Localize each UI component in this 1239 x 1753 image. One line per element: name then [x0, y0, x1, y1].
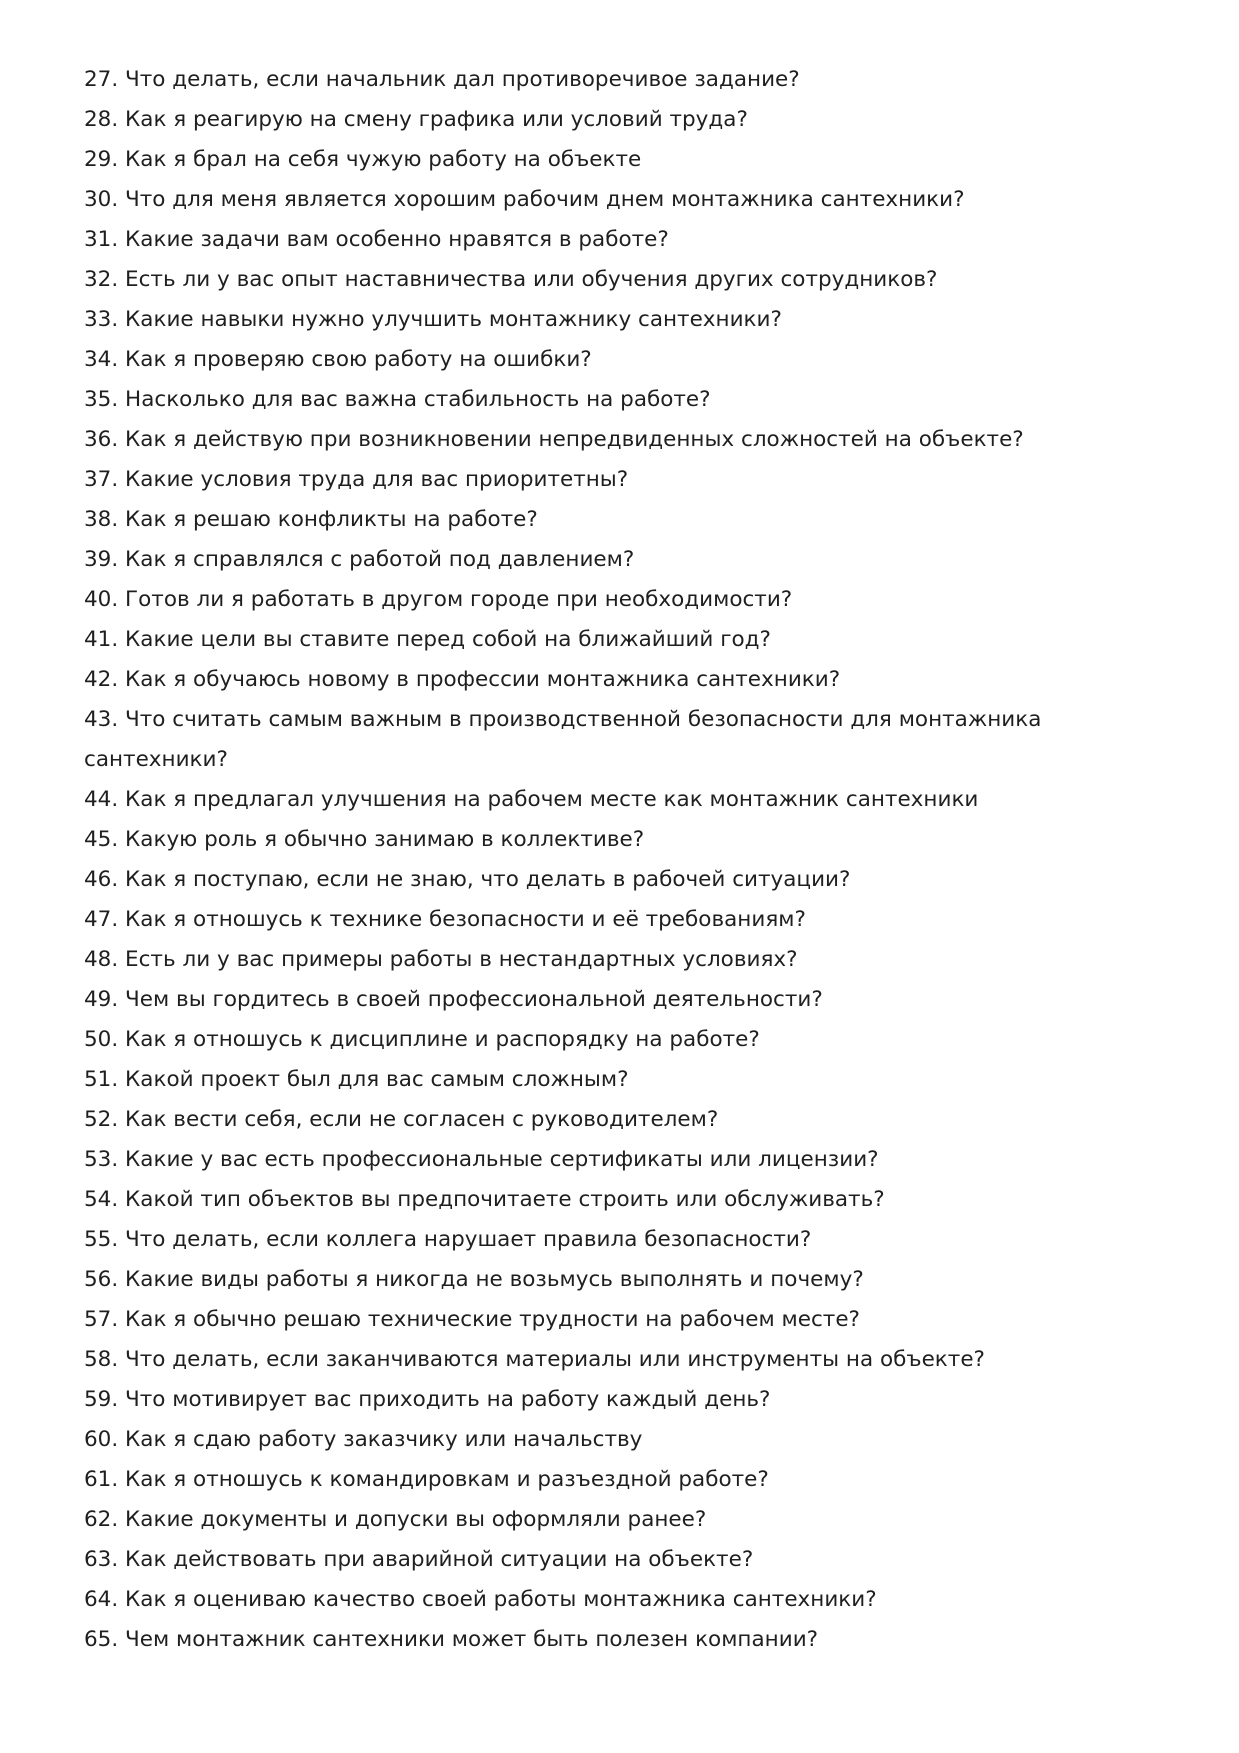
question-item	[84, 780, 1164, 820]
question-number: 30 .	[84, 187, 125, 212]
question-text: Как я отношусь к технике безопасности и её требованиям?	[125, 907, 806, 932]
question-item	[84, 660, 1164, 700]
question-item	[84, 1380, 1164, 1420]
question-item	[84, 340, 1164, 380]
question-item	[84, 500, 1164, 540]
question-text: Как я оцениваю качество своей работы монтажника сантехники?	[125, 1587, 877, 1612]
question-text: Какие навыки нужно улучшить монтажнику сантехники?	[125, 307, 782, 332]
question-number: 63 .	[84, 1547, 125, 1572]
question-number: 34 .	[84, 347, 125, 372]
question-number: 40 .	[84, 587, 125, 612]
question-item	[84, 860, 1164, 900]
question-text: Какие задачи вам особенно нравятся в работе?	[125, 227, 669, 252]
question-number: 38 .	[84, 507, 125, 532]
question-text: Есть ли у вас опыт наставничества или обучения других сотрудников?	[125, 267, 938, 292]
question-number: 49 .	[84, 987, 125, 1012]
question-text: Как я предлагал улучшения на рабочем месте как монтажник сантехники	[125, 787, 979, 812]
question-number: 50 .	[84, 1027, 125, 1052]
question-text: Как действовать при аварийной ситуации на объекте?	[125, 1547, 754, 1572]
question-item	[84, 140, 1164, 180]
question-item	[84, 700, 1164, 780]
question-text: Как я обучаюсь новому в профессии монтажника сантехники?	[125, 667, 841, 692]
question-number: 41 .	[84, 627, 125, 652]
question-item	[84, 380, 1164, 420]
question-number: 61 .	[84, 1467, 125, 1492]
question-number: 45 .	[84, 827, 125, 852]
question-number: 42 .	[84, 667, 125, 692]
question-text: Чем вы гордитесь в своей профессиональной деятельности?	[125, 987, 823, 1012]
question-item	[84, 420, 1164, 460]
question-text: Как я отношусь к командировкам и разъездной работе?	[125, 1467, 769, 1492]
question-text: Какие цели вы ставите перед собой на ближайший год?	[125, 627, 771, 652]
question-number: 64 .	[84, 1587, 125, 1612]
question-item	[84, 1500, 1164, 1540]
question-text: Какие документы и допуски вы оформляли ранее?	[125, 1507, 707, 1532]
question-item	[84, 1540, 1164, 1580]
question-item	[84, 1140, 1164, 1180]
question-item	[84, 1300, 1164, 1340]
question-item	[84, 900, 1164, 940]
question-number: 54 .	[84, 1187, 125, 1212]
question-number: 60 .	[84, 1427, 125, 1452]
question-number: 28 .	[84, 107, 125, 132]
question-item	[84, 1420, 1164, 1460]
question-text: Насколько для вас важна стабильность на работе?	[125, 387, 711, 412]
question-number: 48 .	[84, 947, 125, 972]
question-item	[84, 1620, 1164, 1660]
question-text: Как вести себя, если не согласен с руководителем?	[125, 1107, 719, 1132]
question-number: 37 .	[84, 467, 125, 492]
question-item	[84, 460, 1164, 500]
question-number: 43 .	[84, 707, 125, 732]
question-number: 58 .	[84, 1347, 125, 1372]
question-item	[84, 1020, 1164, 1060]
question-text: Как я решаю конфликты на работе?	[125, 507, 538, 532]
question-text: Какие у вас есть профессиональные сертификаты или лицензии?	[125, 1147, 879, 1172]
question-number: 56 .	[84, 1267, 125, 1292]
question-text: Какие условия труда для вас приоритетны?	[125, 467, 629, 492]
question-item	[84, 1180, 1164, 1220]
question-item	[84, 1580, 1164, 1620]
question-text: Какую роль я обычно занимаю в коллективе?	[125, 827, 645, 852]
question-item	[84, 100, 1164, 140]
question-number: 62 .	[84, 1507, 125, 1532]
question-number: 47 .	[84, 907, 125, 932]
question-number: 44 .	[84, 787, 125, 812]
question-text: Какой тип объектов вы предпочитаете строить или обслуживать?	[125, 1187, 885, 1212]
question-text: Готов ли я работать в другом городе при необходимости?	[125, 587, 793, 612]
question-item	[84, 220, 1164, 260]
question-item	[84, 1220, 1164, 1260]
question-list	[84, 60, 1164, 1660]
question-item	[84, 1260, 1164, 1300]
question-text: Как я обычно решаю технические трудности на рабочем месте?	[125, 1307, 860, 1332]
question-item	[84, 580, 1164, 620]
question-text: Как я поступаю, если не знаю, что делать в рабочей ситуации?	[125, 867, 851, 892]
question-item	[84, 1060, 1164, 1100]
question-item	[84, 540, 1164, 580]
question-number: 57 .	[84, 1307, 125, 1332]
question-text: Как я проверяю свою работу на ошибки?	[125, 347, 592, 372]
question-number: 55 .	[84, 1227, 125, 1252]
question-text: Как я реагирую на смену графика или условий труда?	[125, 107, 748, 132]
question-text: Как я брал на себя чужую работу на объекте	[125, 147, 642, 172]
question-number: 33 .	[84, 307, 125, 332]
question-number: 32 .	[84, 267, 125, 292]
question-number: 59 .	[84, 1387, 125, 1412]
question-text: Как я действую при возникновении непредвиденных сложностей на объекте?	[125, 427, 1024, 452]
question-item	[84, 60, 1164, 100]
question-text: Как я справлялся с работой под давлением?	[125, 547, 635, 572]
question-item	[84, 820, 1164, 860]
question-item	[84, 260, 1164, 300]
question-item	[84, 1460, 1164, 1500]
question-number: 36 .	[84, 427, 125, 452]
question-text: Как я сдаю работу заказчику или начальству	[125, 1427, 643, 1452]
question-text: Есть ли у вас примеры работы в нестандартных условиях?	[125, 947, 798, 972]
question-number: 51 .	[84, 1067, 125, 1092]
question-item	[84, 980, 1164, 1020]
question-text: Что для меня является хорошим рабочим днем монтажника сантехники?	[125, 187, 965, 212]
question-item	[84, 940, 1164, 980]
question-item	[84, 180, 1164, 220]
question-item	[84, 1340, 1164, 1380]
question-number: 27 .	[84, 67, 125, 92]
question-number: 39 .	[84, 547, 125, 572]
question-number: 35 .	[84, 387, 125, 412]
question-item	[84, 300, 1164, 340]
question-text: Как я отношусь к дисциплине и распорядку на работе?	[125, 1027, 760, 1052]
question-text: Что считать самым важным в производственной безопасности для монтажника сантехники?	[84, 707, 1042, 772]
question-text: Чем монтажник сантехники может быть полезен компании?	[125, 1627, 819, 1652]
question-number: 65 .	[84, 1627, 125, 1652]
question-number: 46 .	[84, 867, 125, 892]
question-text: Что делать, если коллега нарушает правила безопасности?	[125, 1227, 812, 1252]
question-number: 53 .	[84, 1147, 125, 1172]
question-text: Что делать, если начальник дал противоречивое задание?	[125, 67, 800, 92]
question-item	[84, 620, 1164, 660]
question-item	[84, 1100, 1164, 1140]
question-text: Какие виды работы я никогда не возьмусь выполнять и почему?	[125, 1267, 864, 1292]
question-number: 31 .	[84, 227, 125, 252]
question-text: Что делать, если заканчиваются материалы или инструменты на объекте?	[125, 1347, 985, 1372]
question-number: 29 .	[84, 147, 125, 172]
question-text: Какой проект был для вас самым сложным?	[125, 1067, 629, 1092]
question-number: 52 .	[84, 1107, 125, 1132]
question-text: Что мотивирует вас приходить на работу каждый день?	[125, 1387, 771, 1412]
